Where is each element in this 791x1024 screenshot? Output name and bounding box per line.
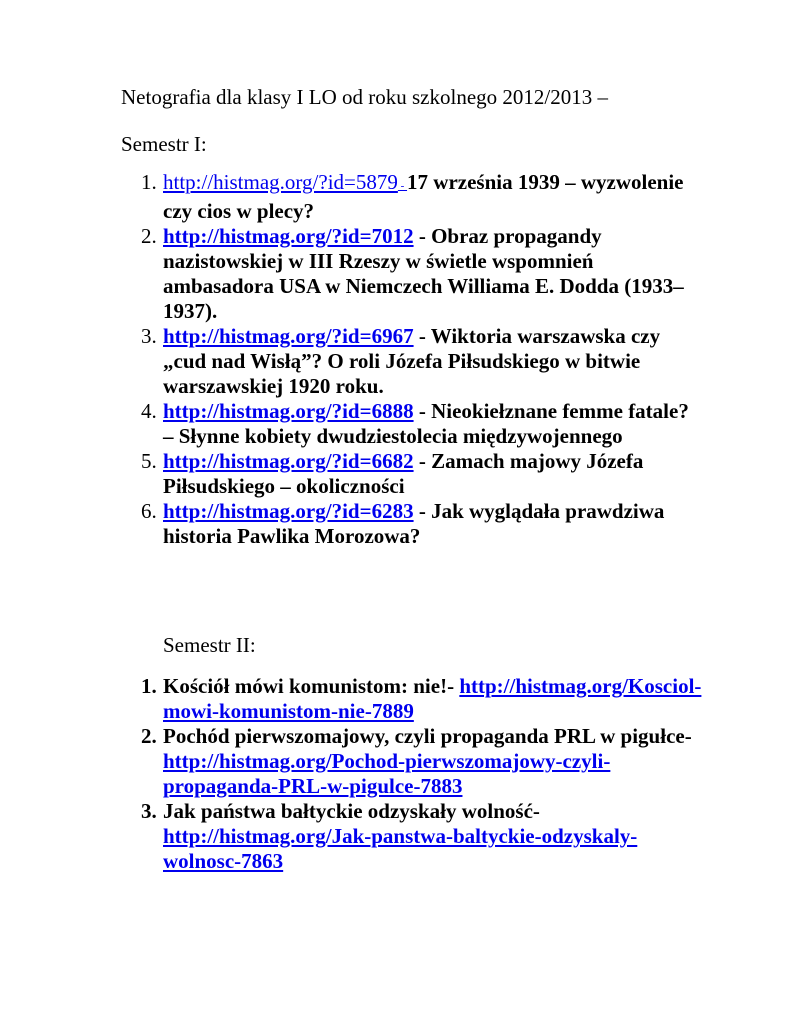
item-number: 1. — [141, 674, 157, 698]
item-title: Wiktoria warszawska czy „cud nad Wisłą”? O roli Józefa Piłsudskiego w bitwie warszawskiej 1920 roku. — [163, 324, 661, 398]
item-link[interactable]: http://histmag.org/?id=5879 — [163, 170, 398, 194]
item-number: 4. — [141, 399, 157, 423]
item-link[interactable]: http://histmag.org/Pochod-pierwszomajowy-czyli-propaganda-PRL-w-pigulce-7883 — [163, 749, 611, 798]
semester-1-heading: Semestr I: — [121, 132, 207, 156]
item-title: Jak państwa bałtyckie odzyskały wolność- — [163, 799, 540, 823]
list-item — [141, 324, 703, 399]
item-number: 3. — [141, 799, 157, 823]
item-number: 1. — [141, 170, 157, 194]
item-separator: - — [397, 180, 408, 192]
item-number: 2. — [141, 224, 157, 248]
list-item — [141, 224, 703, 324]
semester-2-heading: Semestr II: — [163, 633, 256, 657]
item-title: Nieokiełznane femme fatale? – Słynne kobiety dwudziestolecia międzywojennego — [163, 399, 689, 448]
semester-2-list — [141, 674, 703, 874]
list-item — [141, 724, 703, 799]
item-title: Kościół mówi komunistom: nie!- — [163, 674, 455, 698]
item-separator: - — [413, 449, 432, 473]
list-item — [141, 399, 703, 449]
item-title: Jak wyglądała prawdziwa historia Pawlika Morozowa? — [163, 499, 665, 548]
list-item — [141, 674, 703, 724]
item-title: Zamach majowy Józefa Piłsudskiego – okoliczności — [163, 449, 644, 498]
item-title: Pochód pierwszomajowy, czyli propaganda PRL w pigułce- — [163, 724, 692, 748]
list-item — [141, 799, 703, 874]
item-title: 17 września 1939 – wyzwolenie czy cios w plecy? — [163, 170, 684, 223]
list-item — [141, 170, 703, 224]
item-link[interactable]: http://histmag.org/?id=6888 — [163, 399, 414, 423]
item-link[interactable]: http://histmag.org/?id=7012 — [163, 224, 414, 248]
item-link[interactable]: http://histmag.org/?id=6283 — [163, 499, 414, 523]
item-link[interactable]: http://histmag.org/?id=6967 — [163, 324, 414, 348]
item-separator: - — [413, 324, 431, 348]
item-number: 5. — [141, 449, 157, 473]
item-number: 3. — [141, 324, 157, 348]
item-number: 6. — [141, 499, 157, 523]
item-separator: - — [413, 499, 432, 523]
item-link[interactable]: http://histmag.org/Kosciol-mowi-komunistom-nie-7889 — [163, 674, 702, 723]
item-link[interactable]: http://histmag.org/?id=6682 — [163, 449, 414, 473]
item-number: 2. — [141, 724, 157, 748]
item-separator: - — [413, 224, 432, 248]
list-item — [141, 499, 703, 549]
item-separator: - — [413, 399, 432, 423]
list-item — [141, 449, 703, 499]
item-title: Obraz propagandy nazistowskiej w III Rzeszy w świetle wspomnień ambasadora USA w Niemczech Williama E. Dodda (1933–1937). — [163, 224, 684, 323]
document-title: Netografia dla klasy I LO od roku szkolnego 2012/2013 – — [121, 85, 608, 109]
item-link[interactable]: http://histmag.org/Jak-panstwa-baltyckie-odzyskaly-wolnosc-7863 — [163, 824, 638, 873]
semester-1-list — [141, 170, 703, 549]
